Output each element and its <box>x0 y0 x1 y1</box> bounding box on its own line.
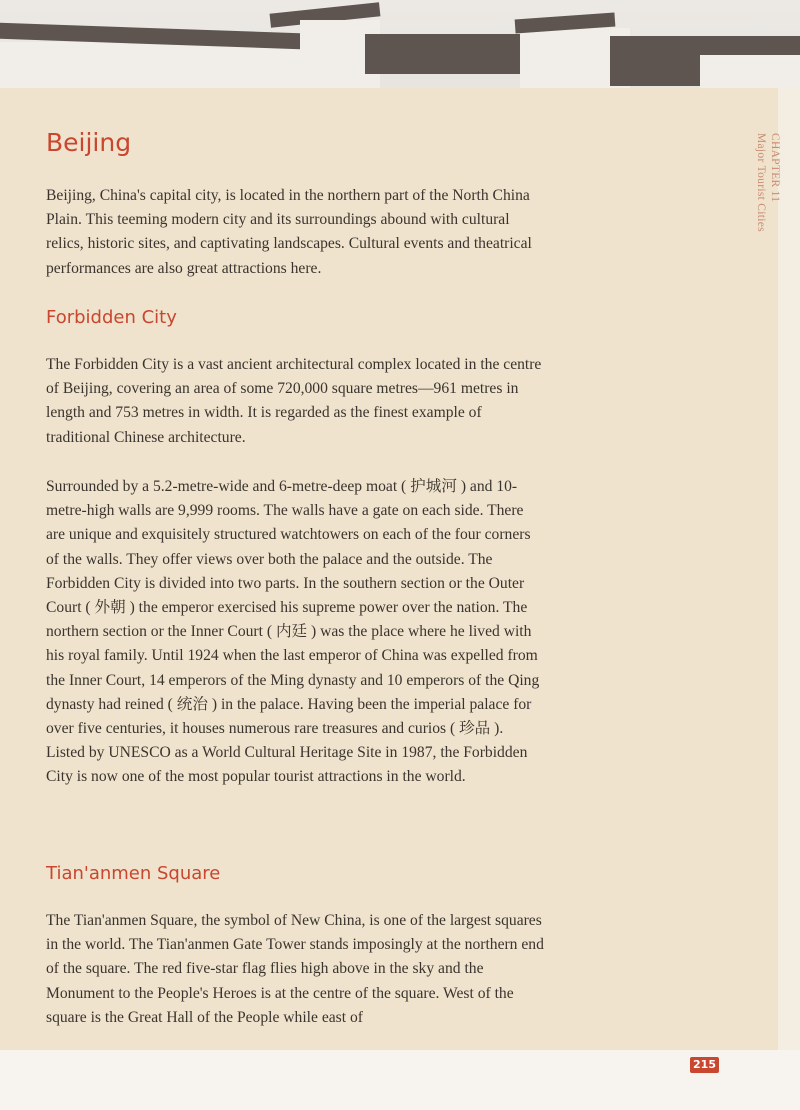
chapter-number: CHAPTER 11 <box>769 133 781 203</box>
page-title: Beijing <box>46 128 132 157</box>
forbidden-city-paragraph-1: The Forbidden City is a vast ancient architectural complex located in the centre of Beijing, covering an area of some 720,000 square metres—961 metres in length and 753 metres in width. It is regarded as the finest example of traditional Chinese architecture. <box>46 356 542 446</box>
chapter-label <box>742 133 782 253</box>
bottom-margin <box>0 1050 800 1110</box>
header-rooftop-photo <box>0 0 800 95</box>
forbidden-city-paragraph-2: Surrounded by a 5.2-metre-wide and 6-metre-deep moat ( 护城河 ) and 10-metre-high walls are 9,999 rooms. The walls have a gate on each side. There are unique and exquisitely structured watchtowers on each of the four corners of the walls. They offer views over both the palace and the outside. The Forbidden City is divided into two parts. In the southern section or the Outer Court ( 外朝 ) the emperor exercised his supreme power over the nation. The northern section or the Inner Court ( 内廷 ) was the place where he lived with his royal family. Until 1924 when the last emperor of China was expelled from the Inner Court, 14 emperors of the Ming dynasty and 10 emperors of the Qing dynasty had reined ( 统治 ) in the palace. Having been the imperial palace for over five centuries, it houses numerous rare treasures and curios ( 珍品 ). Listed by UNESCO as a World Cultural Heritage Site in 1987, the Forbidden City is now one of the most popular tourist attractions in the world. <box>46 478 540 786</box>
section-heading-forbidden-city: Forbidden City <box>46 307 177 328</box>
section-heading-tiananmen-square: Tian'anmen Square <box>46 863 221 884</box>
page-number-badge: 215 <box>690 1057 719 1073</box>
chapter-title: Major Tourist Cities <box>755 133 767 232</box>
tiananmen-paragraph-1: The Tian'anmen Square, the symbol of New China, is one of the largest squares in the world. The Tian'anmen Gate Tower stands imposingly at the northern end of the square. The red five-star flag flies high above in the sky and the Monument to the People's Heroes is at the centre of the square. West of the square is the Great Hall of the People while east of <box>46 912 544 1026</box>
intro-paragraph: Beijing, China's capital city, is located in the northern part of the North China Plain. This teeming modern city and its surroundings abound with cultural relics, historic sites, and captivating landscapes. Cultural events and theatrical performances are also great attractions here. <box>46 187 532 277</box>
